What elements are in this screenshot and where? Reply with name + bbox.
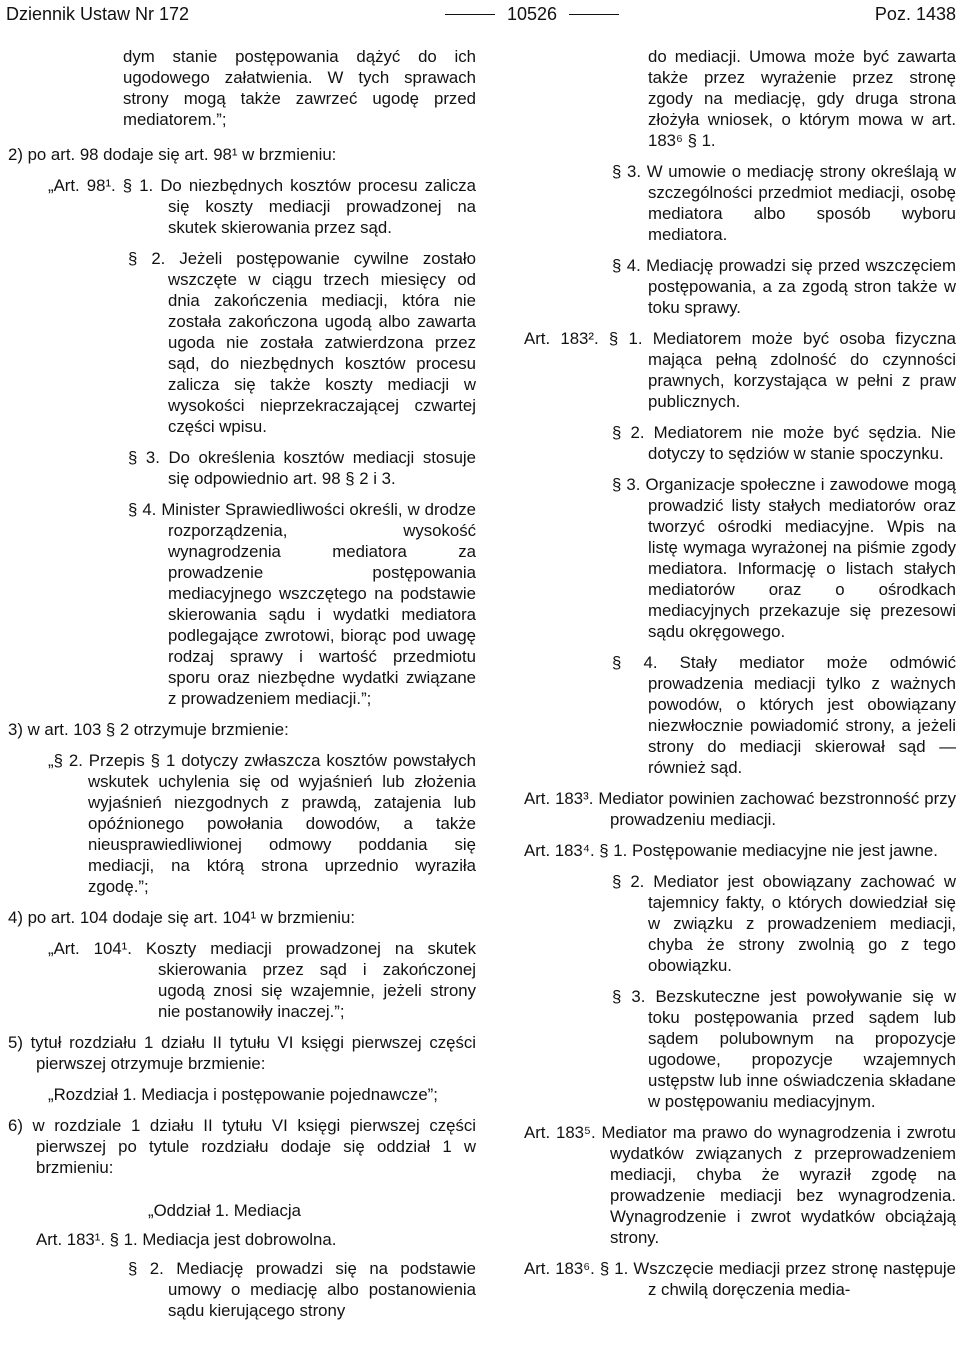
- right-paragraph: § 3. W umowie o mediację strony określają w szczególności przedmiot mediacji, osobę mediatora albo sposób wyboru mediatora.: [612, 162, 956, 244]
- page-header: [6, 0, 956, 28]
- left-paragraph: „Rozdział 1. Mediacja i postępowanie pojednawcze”;: [48, 1085, 438, 1104]
- journal-title: Dziennik Ustaw Nr 172: [6, 3, 190, 24]
- dash-right: [569, 14, 619, 15]
- right-paragraph: § 3. Bezskuteczne jest powoływanie się w toku postępowania przed sądem lub sądem polubownym na propozycje ugodowe, propozycje wzajemnych ustępstw lub inne oświadczenia składane w postępowaniu mediacyjnym.: [612, 987, 956, 1111]
- left-paragraph: § 2. Mediację prowadzi się na podstawie umowy o mediację albo postanowienia sądu kierującego strony: [128, 1259, 476, 1320]
- right-paragraph: do mediacji. Umowa może być zawarta także przez wyrażenie przez stronę zgody na mediację, gdy druga strona złożyła wniosek, o którym mowa w art. 183⁶ § 1.: [648, 47, 956, 150]
- left-paragraph: § 2. Jeżeli postępowanie cywilne zostało wszczęte w ciągu trzech miesięcy od dnia zakończenia mediacji, która nie została zakończona ugodą albo zawarta ugoda nie została zatwierdzona przez sąd, do niezbędnych kosztów procesu zalicza się także koszty mediacji w wysokości nieprzekraczającej czwartej części wpisu.: [128, 249, 476, 436]
- right-paragraph: § 4. Mediację prowadzi się przed wszczęciem postępowania, a za zgodą stron także w toku sprawy.: [612, 256, 956, 317]
- left-paragraph: „Art. 98¹. § 1. Do niezbędnych kosztów procesu zalicza się koszty mediacji prowadzonej na skutek skierowania przez sąd.: [48, 176, 476, 237]
- left-paragraph: dym stanie postępowania dążyć do ich ugodowego załatwienia. W tych sprawach strony mogą także zawrzeć ugodę przed mediatorem.”;: [123, 47, 476, 129]
- left-paragraph: 4) po art. 104 dodaje się art. 104¹ w brzmieniu:: [8, 908, 355, 927]
- dash-left: [445, 14, 495, 15]
- left-paragraph: 5) tytuł rozdziału 1 działu II tytułu VI księgi pierwszej części pierwszej otrzymuje brzmienie:: [8, 1033, 476, 1073]
- left-paragraph: „§ 2. Przepis § 1 dotyczy zwłaszcza kosztów powstałych wskutek uchylenia się od wyjaśnień lub złożenia wyjaśnień niezgodnych z prawdą, zatajenia lub opóźnionego powołania dowodów, a także nieusprawiedliwionej odmowy poddania się mediacji, na którą strona uprzednio wyraziła zgodę.”;: [48, 751, 476, 896]
- left-paragraph: 6) w rozdziale 1 działu II tytułu VI księgi pierwszej części pierwszej po tytule rozdziału dodaje się oddział 1 w brzmieniu:: [8, 1116, 476, 1177]
- left-paragraph: 3) w art. 103 § 2 otrzymuje brzmienie:: [8, 720, 289, 739]
- right-paragraph: § 2. Mediator jest obowiązany zachować w tajemnicy fakty, o których dowiedział się w związku z prowadzeniem mediacji, chyba że strony zwolnią go z tego obowiązku.: [612, 872, 956, 975]
- right-paragraph: Art. 183⁵. Mediator ma prawo do wynagrodzenia i zwrotu wydatków związanych z przeprowadzeniem mediacji, chyba że wyraził zgodę na prowadzenie mediacji bez wynagrodzenia. Wynagrodzenie i zwrot wydatków obciążają strony.: [524, 1123, 956, 1247]
- position-number: Poz. 1438: [874, 3, 956, 24]
- left-paragraph: § 3. Do określenia kosztów mediacji stosuje się odpowiednio art. 98 § 2 i 3.: [128, 448, 476, 488]
- left-column: [8, 46, 476, 1321]
- right-paragraph: § 2. Mediatorem nie może być sędzia. Nie dotyczy to sędziów w stanie spoczynku.: [612, 423, 956, 463]
- right-paragraph: Art. 183². § 1. Mediatorem może być osoba fizyczna mająca pełną zdolność do czynności prawnych, korzystająca w pełni z praw publicznych.: [524, 329, 956, 411]
- right-paragraph: § 4. Stały mediator może odmówić prowadzenia mediacji tylko z ważnych powodów, o których jest obowiązany niezwłocznie powiadomić strony, a jeżeli strony do mediacji skierował sąd — również sąd.: [612, 653, 956, 777]
- left-paragraph: § 4. Minister Sprawiedliwości określi, w drodze rozporządzenia, wysokość wynagrodzenia mediatora za prowadzenie postępowania mediacyjnego wszczętego na podstawie skierowania sądu i wydatki mediatora podlegające zwrotowi, biorąc pod uwagę rodzaj sprawy i wartość przedmiotu sporu oraz niezbędne wydatki związane z prowadzeniem mediacji.”;: [128, 500, 476, 708]
- left-paragraph: „Oddział 1. Mediacja: [148, 1201, 301, 1220]
- page-number-group: [445, 4, 619, 25]
- left-paragraph: „Art. 104¹. Koszty mediacji prowadzonej na skutek skierowania przez sąd i zakończonej ugodą znosi się wzajemnie, jeżeli strony nie postanowiły inaczej.”;: [48, 939, 476, 1021]
- right-paragraph: Art. 183⁴. § 1. Postępowanie mediacyjne nie jest jawne.: [524, 841, 938, 860]
- right-column: [524, 46, 956, 1300]
- left-paragraph: Art. 183¹. § 1. Mediacja jest dobrowolna.: [36, 1230, 337, 1249]
- page-number: 10526: [506, 3, 558, 24]
- right-paragraph: Art. 183⁶. § 1. Wszczęcie mediacji przez stronę następuje z chwilą doręczenia media-: [524, 1259, 956, 1299]
- left-paragraph: 2) po art. 98 dodaje się art. 98¹ w brzmieniu:: [8, 145, 337, 164]
- right-paragraph: Art. 183³. Mediator powinien zachować bezstronność przy prowadzeniu mediacji.: [524, 789, 956, 829]
- right-paragraph: § 3. Organizacje społeczne i zawodowe mogą prowadzić listy stałych mediatorów oraz tworzyć ośrodki mediacyjne. Wpis na listę wymaga wyrażonej na piśmie zgody mediatora. Informację o listach stałych mediatorów oraz o ośrodkach mediacyjnych przekazuje się prezesowi sądu okręgowego.: [612, 475, 956, 641]
